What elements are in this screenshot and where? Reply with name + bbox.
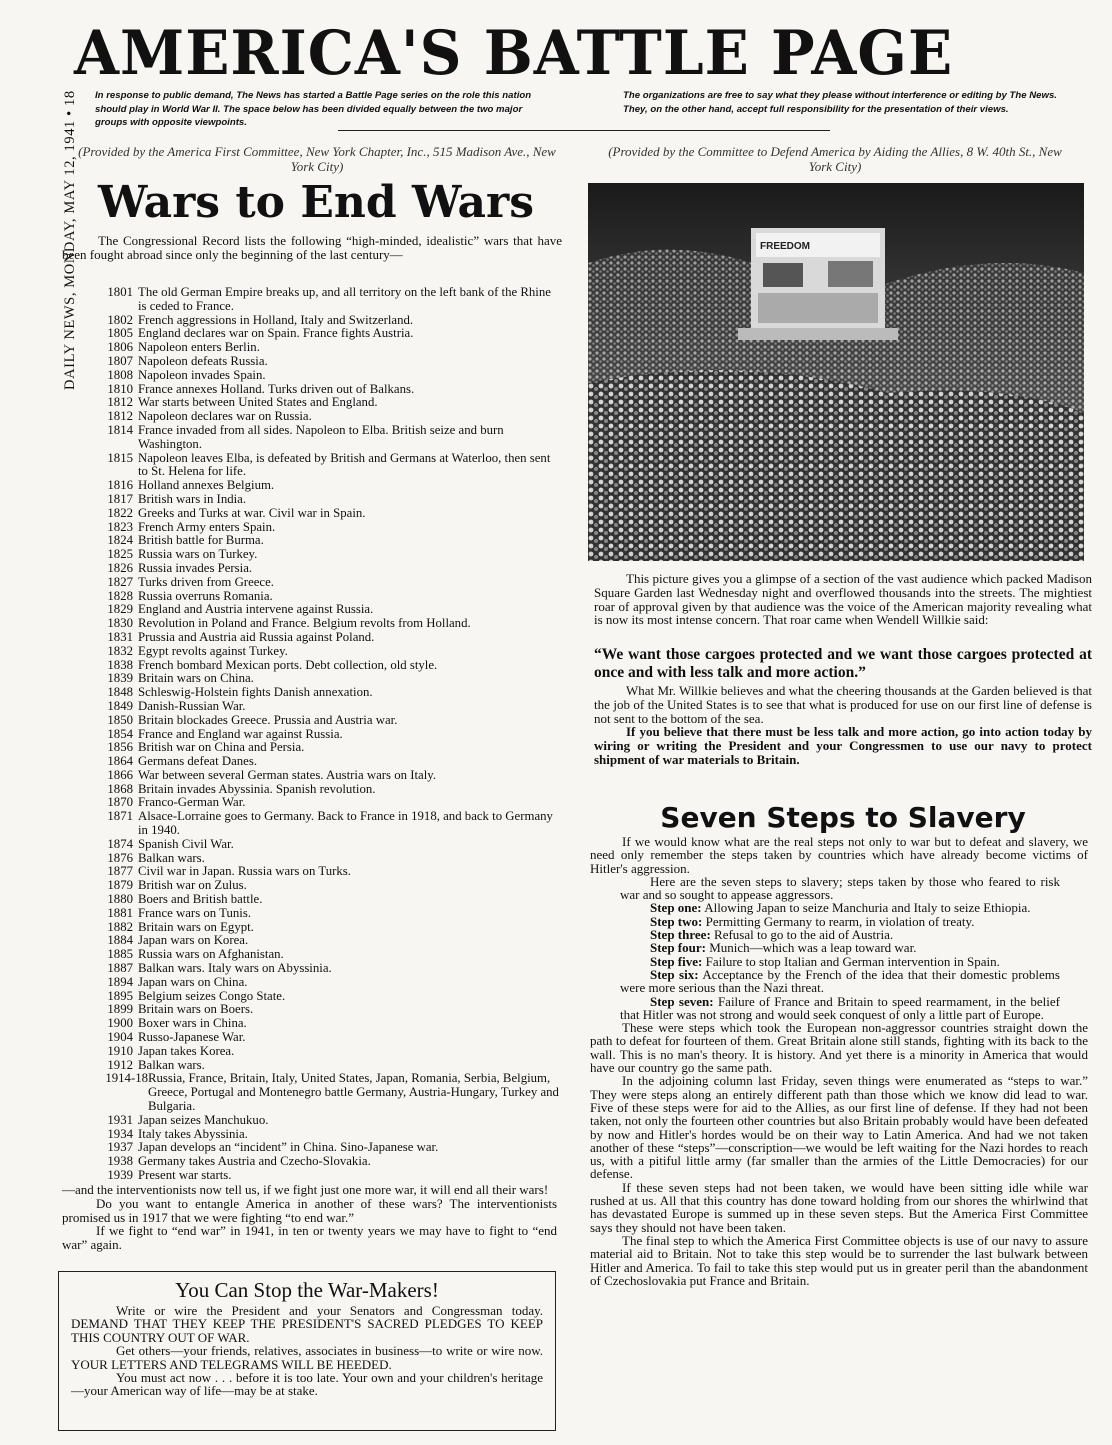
war-year: 1904 [107,1030,133,1045]
war-entry [95,921,562,935]
war-year: 1876 [107,850,133,865]
war-event: Japan seizes Manchukuo. [138,1112,269,1127]
war-event: Balkan wars. [138,850,205,865]
war-entry [95,728,562,742]
war-entry [95,700,562,714]
war-entry [95,410,562,424]
closing-paragraphs [62,1183,557,1252]
war-event: Russia wars on Turkey. [138,547,258,562]
war-entry [95,424,562,452]
masthead: AMERICA'S BATTLE PAGE [74,17,954,89]
war-entry [95,1003,562,1017]
step-text: Failure of France and Britain to speed rearmament, in the belief that Hitler was not strong and would seek conquest of only a little part of Europe. [620,993,1060,1022]
war-entry [95,493,562,507]
war-event: France and England war against Russia. [138,726,343,741]
war-year: 1814 [107,422,133,437]
step-text: Failure to stop Italian and German intervention in Spain. [705,953,1000,969]
war-year: 1937 [107,1140,133,1155]
war-entry [95,686,562,700]
war-year: 1823 [107,519,133,534]
war-year: 1938 [107,1154,133,1169]
provided-by-right: (Provided by the Committee to Defend America by Aiding the Allies, 8 W. 40th St., New York City) [608,144,1062,174]
war-event: France annexes Holland. Turks driven out of Balkans. [138,381,415,396]
war-entry [95,327,562,341]
war-event: Germans defeat Danes. [138,754,258,769]
war-event: Britain wars on Egypt. [138,919,254,934]
war-entry [95,990,562,1004]
step-label: Step five: [650,953,703,969]
war-year: 1812 [107,395,133,410]
war-entry [95,907,562,921]
war-event: France wars on Tunis. [138,905,252,920]
war-year: 1849 [107,698,133,713]
war-entry [95,1141,562,1155]
war-event: Japan develops an “incident” in China. Sino-Japanese war. [138,1140,439,1155]
war-entry [95,534,562,548]
war-entry [95,852,562,866]
war-year: 1827 [107,574,133,589]
war-event: Napoleon declares war on Russia. [138,409,312,424]
war-event: British battle for Burma. [138,533,264,548]
war-year: 1914-18 [105,1071,148,1086]
war-event: Japan wars on China. [138,974,248,989]
war-event: Egypt revolts against Turkey. [138,643,288,658]
war-event: The old German Empire breaks up, and all territory on the left bank of the Rhine is ceded to France. [138,285,551,313]
war-event: British war on China and Persia. [138,740,305,755]
provided-by-left: (Provided by the America First Committee, New York Chapter, Inc., 515 Madison Ave., New York City) [78,144,556,174]
war-entry [95,1059,562,1073]
war-event: Russia wars on Afghanistan. [138,947,284,962]
war-entry [95,1031,562,1045]
war-year: 1887 [107,961,133,976]
step-item [620,915,1060,928]
war-event: Holland annexes Belgium. [138,478,275,493]
war-year: 1864 [107,754,133,769]
war-year: 1868 [107,781,133,796]
war-entry [95,934,562,948]
war-entry [95,1017,562,1031]
war-event: Balkan wars. Italy wars on Abyssinia. [138,961,332,976]
war-event: Russia, France, Britain, Italy, United States, Japan, Romania, Serbia, Belgium, Greece, Portugal and Montenegro battle Germany, Austria-Hungary, Turkey and Bulgaria. [148,1071,559,1114]
box-title: You Can Stop the War-Makers! [175,1278,439,1302]
war-entry [95,341,562,355]
seven-steps-heading: Seven Steps to Slavery [660,801,1026,834]
war-year: 1802 [107,312,133,327]
box-paragraph: Get others—your friends, relatives, associates in business—to write or wire now. YOUR LETTERS AND TELEGRAMS WILL BE HEEDED. [71,1343,543,1372]
seven-body-paragraph: If these seven steps had not been taken, we would have been sitting idle while war rushed at us. All that this country has done toward holding from our shores the whirlwind that has devastated Europe is summed up in these seven steps. But the America First Committee says they should not have been taken. [590,1179,1088,1235]
war-entry [95,590,562,604]
war-year: 1817 [107,491,133,506]
seven-steps-body [590,835,1088,1287]
war-entry [95,1128,562,1142]
war-year: 1808 [107,367,133,382]
war-event: Britain invades Abyssinia. Spanish revolution. [138,781,376,796]
war-event: French Army enters Spain. [138,519,276,534]
seven-body-paragraph: In the adjoining column last Friday, seven things were enumerated as “steps to war.” They were steps along an entirely different path than those which we know did lead to war. Five of these steps were for aid to the Allies, as our first line of defense. If they had not been taken, not only the fourteen other countries but also Britain probably would have been defeated by now and Hitler's hordes would be on their way to Latin America. And had we not taken another of these “steps”—conscription—we would be left waiting for the Nazi hordes to reach us, with a pitiful little army (far smaller than the armies of the Little Democracies) for our defense. [590,1073,1088,1182]
war-year: 1824 [107,533,133,548]
war-year: 1884 [107,933,133,948]
step-item [620,901,1060,914]
war-event: Russo-Japanese War. [138,1030,246,1045]
war-year: 1874 [107,836,133,851]
war-entry [95,603,562,617]
war-entry [95,452,562,480]
closing-paragraph: —and the interventionists now tell us, if we fight just one more war, it will end all their wars! [62,1182,549,1197]
war-event: Boers and British battle. [138,892,263,907]
war-year: 1815 [107,450,133,465]
war-entry [95,948,562,962]
step-label: Step one: [650,900,702,916]
stop-war-makers-box [58,1271,556,1431]
war-event: Russia invades Persia. [138,560,253,575]
war-entry [95,810,562,838]
step-text: Acceptance by the French of the idea that their domestic problems were more serious than the Nazi threat. [620,966,1060,996]
photo-caption [594,572,1092,627]
war-entry [95,548,562,562]
closing-paragraph: Do you want to entangle America in another of these wars? The interventionists promised us in 1917 that we were fighting “to end war.” [62,1195,557,1225]
war-entry [95,714,562,728]
war-event: Spanish Civil War. [138,836,234,851]
war-year: 1829 [107,602,133,617]
war-year: 1825 [107,547,133,562]
war-entry [95,796,562,810]
war-event: Britain blockades Greece. Prussia and Austria war. [138,712,398,727]
war-entry [95,976,562,990]
war-year: 1828 [107,588,133,603]
box-paragraph: You must act now . . . before it is too late. Your own and your children's heritage—your American way of life—may be at stake. [71,1370,543,1399]
war-event: England declares war on Spain. France fights Austria. [138,326,414,341]
war-year: 1885 [107,947,133,962]
step-text: Munich—which was a leap toward war. [709,940,917,956]
closing-paragraph: If we fight to “end war” in 1941, in ten or twenty years we may have to fight to “end war” again. [62,1223,557,1253]
war-entry [95,1169,562,1183]
war-event: Napoleon defeats Russia. [138,353,268,368]
war-entry [95,507,562,521]
war-year: 1806 [107,340,133,355]
war-event: French bombard Mexican ports. Debt collection, old style. [138,657,438,672]
step-item [620,941,1060,954]
war-entry [95,286,562,314]
caption-text: This picture gives you a glimpse of a section of the vast audience which packed Madison Square Garden last Wednesday night and overflowed thousands into the streets. The mightiest roar of approval given by that audience was the voice of the American majority revealing what is now its most intense concern. That roar came when Wendell Willkie said: [594,571,1092,628]
call-to-action-text: If you believe that there must be less talk and more action, go into action today by wiring or writing the President and your Congressmen to use our navy to protect shipment of war materials to Britain. [594,724,1092,767]
step-label: Step three: [650,927,711,943]
war-entry [95,769,562,783]
war-year: 1831 [107,629,133,644]
war-event: Napoleon enters Berlin. [138,340,260,355]
war-year: 1871 [107,809,133,824]
photo-sign-text: FREEDOM [760,241,810,252]
dateline-text: DAILY NEWS, MONDAY, MAY 12, 1941 • 18 [62,90,78,390]
war-year: 1895 [107,988,133,1003]
war-year: 1856 [107,740,133,755]
step-item [620,995,1060,1022]
war-year: 1850 [107,712,133,727]
war-year: 1805 [107,326,133,341]
war-entry [95,741,562,755]
war-event: Germany takes Austria and Czecho-Slovakia. [138,1154,371,1169]
war-event: Japan takes Korea. [138,1043,235,1058]
war-event: Schleswig-Holstein fights Danish annexation. [138,685,373,700]
war-year: 1854 [107,726,133,741]
war-year: 1912 [107,1057,133,1072]
step-item [620,955,1060,968]
war-year: 1870 [107,795,133,810]
war-event: France invaded from all sides. Napoleon to Elba. British seize and burn Washington. [138,422,504,451]
after-quote-text: What Mr. Willkie believes and what the cheering thousands at the Garden believed is that the job of the United States is to see that what is produced for use on our first line of defense is not sent to the bottom of the sea. [594,683,1092,726]
war-year: 1899 [107,1002,133,1017]
step-text: Refusal to go to the aid of Austria. [714,927,894,943]
war-entry [95,631,562,645]
war-event: Russia overruns Romania. [138,588,273,603]
war-entry [95,576,562,590]
war-entry [95,521,562,535]
war-entry [95,659,562,673]
step-label: Step two: [650,913,703,929]
war-year: 1810 [107,381,133,396]
intro-right: The organizations are free to say what they please without interference or editing by The News. They, on the other hand, accept full responsibility for the presentation of their views. [623,90,1057,115]
war-event: Napoleon leaves Elba, is defeated by British and Germans at Waterloo, then sent to St. Helena for life. [138,450,551,479]
war-year: 1894 [107,974,133,989]
war-entry [95,1114,562,1128]
wars-list [95,286,562,1183]
war-entry [95,562,562,576]
war-entry [95,1072,562,1113]
war-entry [95,1045,562,1059]
war-year: 1910 [107,1043,133,1058]
war-event: British wars in India. [138,491,247,506]
war-year: 1801 [107,285,133,299]
seven-body-paragraph: These were steps which took the European non-aggressor countries straight down the path to defeat for fourteen of them. Great Britain alone still stands, fighting with its back to the wall. This is no man's theory. It is history. And yet there is a minority in America that would have our country go the same path. [590,1020,1088,1076]
steps-list [590,875,1088,1021]
war-event: Present war starts. [138,1168,232,1182]
war-year: 1822 [107,505,133,520]
war-year: 1812 [107,409,133,424]
war-year: 1830 [107,616,133,631]
war-entry [95,396,562,410]
war-event: War between several German states. Austria wars on Italy. [138,767,437,782]
caption-continued [594,684,1092,767]
step-label: Step four: [650,940,706,956]
war-event: Balkan wars. [138,1057,205,1072]
war-year: 1866 [107,767,133,782]
war-event: Prussia and Austria aid Russia against Poland. [138,629,375,644]
war-year: 1880 [107,892,133,907]
war-entry [95,369,562,383]
step-text: Allowing Japan to seize Manchuria and Italy to seize Ethiopia. [704,900,1031,916]
war-entry [95,479,562,493]
crowd-photo-image [588,183,1084,561]
war-year: 1881 [107,905,133,920]
war-year: 1826 [107,560,133,575]
intro-left: In response to public demand, The News has started a Battle Page series on the role this nation should play in World War II. The space below has been divided equally between the two major groups with opposite viewpoints. [95,90,532,128]
war-entry [95,893,562,907]
divider-rule [338,130,830,131]
war-entry [95,383,562,397]
war-entry [95,645,562,659]
war-entry [95,755,562,769]
step-item [620,928,1060,941]
war-event: England and Austria intervene against Russia. [138,602,374,617]
war-year: 1848 [107,685,133,700]
step-item [620,968,1060,995]
headline-wars-to-end-wars: Wars to End Wars [97,177,535,228]
war-entry [95,838,562,852]
war-event: Franco-German War. [138,795,246,810]
war-entry [95,672,562,686]
war-event: Britain wars on Boers. [138,1002,254,1017]
willkie-quote: “We want those cargoes protected and we want those cargoes protected at once and with less talk and more action.” [594,646,1092,681]
seven-lead: Here are the seven steps to slavery; steps taken by those who feared to risk war and so sought to appease aggressors. [620,873,1060,903]
war-event: Boxer wars in China. [138,1016,247,1031]
war-year: 1877 [107,864,133,879]
war-year: 1882 [107,919,133,934]
war-entry [95,314,562,328]
seven-intro: If we would know what are the real steps not only to war but to defeat and slavery, we need only remember the steps taken by countries which have already become victims of Hitler's aggression. [590,834,1088,876]
war-year: 1939 [107,1168,133,1182]
war-entry [95,865,562,879]
war-event: Danish-Russian War. [138,698,246,713]
war-event: Belgium seizes Congo State. [138,988,286,1003]
step-text: Permitting Germany to rearm, in violation of treaty. [705,913,975,929]
war-year: 1807 [107,353,133,368]
war-year: 1879 [107,878,133,893]
step-label: Step seven: [650,993,714,1009]
war-event: Revolution in Poland and France. Belgium revolts from Holland. [138,616,471,631]
war-event: Italy takes Abyssinia. [138,1126,248,1141]
lede-paragraph: The Congressional Record lists the following “high-minded, idealistic” wars that have been fought abroad since only the beginning of the last century— [62,233,562,262]
war-year: 1839 [107,671,133,686]
war-entry [95,962,562,976]
war-event: Napoleon invades Spain. [138,367,266,382]
madison-square-garden-photo [588,183,1084,561]
step-label: Step six: [650,966,699,982]
war-year: 1934 [107,1126,133,1141]
war-event: Japan wars on Korea. [138,933,249,948]
war-entry [95,879,562,893]
war-event: War starts between United States and England. [138,395,378,410]
war-event: Alsace-Lorraine goes to Germany. Back to France in 1918, and back to Germany in 1940. [138,809,553,838]
war-year: 1832 [107,643,133,658]
war-entry [95,1155,562,1169]
war-year: 1900 [107,1016,133,1031]
war-event: British war on Zulus. [138,878,247,893]
war-event: French aggressions in Holland, Italy and Switzerland. [138,312,414,327]
war-entry [95,783,562,797]
box-paragraph: Write or wire the President and your Senators and Congressman today. DEMAND THAT THEY KEEP THE PRESIDENT'S SACRED PLEDGES TO KEEP THIS COUNTRY OUT OF WAR. [71,1303,543,1345]
war-event: Greeks and Turks at war. Civil war in Spain. [138,505,366,520]
war-year: 1838 [107,657,133,672]
war-event: Turks driven from Greece. [138,574,274,589]
war-event: Britain wars on China. [138,671,254,686]
war-year: 1931 [107,1112,133,1127]
war-entry [95,617,562,631]
war-entry [95,355,562,369]
seven-body-paragraph: The final step to which the America First Committee objects is use of our navy to assure material aid to Britain. Not to take this step would be to surrender the last bulwark between Hitler and America. To fail to take this step would put us in greater peril than the abandonment of Czechoslovakia put France and Britain. [590,1232,1088,1288]
war-year: 1816 [107,478,133,493]
war-event: Civil war in Japan. Russia wars on Turks. [138,864,351,879]
